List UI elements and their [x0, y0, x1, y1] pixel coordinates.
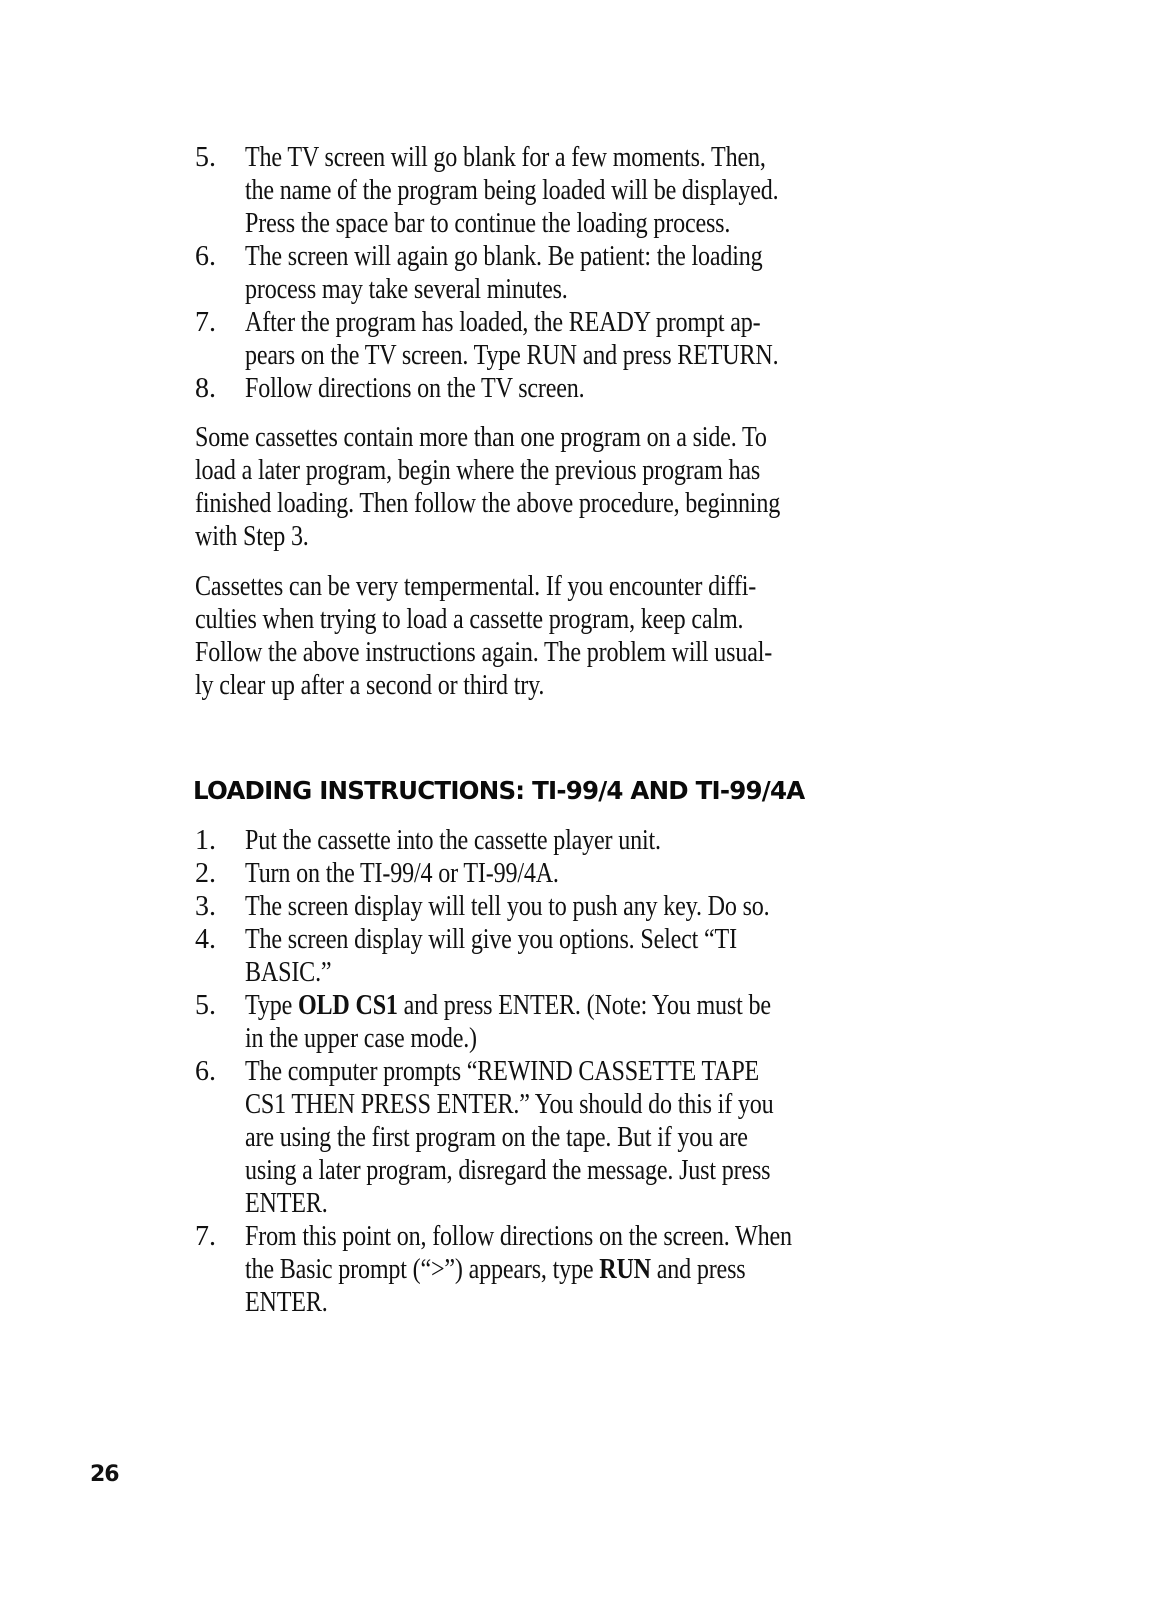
list-item-line: in the upper case mode.)	[245, 1023, 477, 1054]
list-item-line: The screen display will tell you to push any key. Do so.	[245, 891, 770, 922]
list-item-line: Turn on the TI-99/4 or TI-99/4A.	[245, 858, 559, 889]
list-number: 7.	[195, 307, 216, 338]
list-number: 6.	[195, 241, 216, 272]
list-item-line: Put the cassette into the cassette player unit.	[245, 825, 661, 856]
list-number: 4.	[195, 924, 216, 955]
list-item-line: process may take several minutes.	[245, 274, 568, 305]
list-number: 3.	[195, 891, 216, 922]
paragraph-line: with Step 3.	[195, 521, 309, 552]
list-item-line: CS1 THEN PRESS ENTER.” You should do this if you	[245, 1089, 774, 1120]
list-number: 5.	[195, 142, 216, 173]
list-number: 7.	[195, 1221, 216, 1252]
text-run: the Basic prompt (“>”) appears, type	[245, 1254, 600, 1285]
list-item-line: The screen will again go blank. Be patient: the loading	[245, 241, 763, 272]
list-item-line: using a later program, disregard the message. Just press	[245, 1155, 771, 1186]
list-item-line	[245, 1253, 745, 1286]
list-item-line: ENTER.	[245, 1287, 328, 1318]
paragraph-line: culties when trying to load a cassette program, keep calm.	[195, 604, 744, 635]
list-number: 8.	[195, 373, 216, 404]
list-number: 5.	[195, 990, 216, 1021]
command-text: RUN	[599, 1254, 651, 1285]
list-item-line: pears on the TV screen. Type RUN and press RETURN.	[245, 340, 779, 371]
list-item-line: ENTER.	[245, 1188, 328, 1219]
text-run: and press ENTER. (Note: You must be	[397, 990, 771, 1021]
list-item-line: The TV screen will go blank for a few moments. Then,	[245, 142, 766, 173]
paragraph-line: finished loading. Then follow the above procedure, beginning	[195, 488, 781, 519]
section-heading: LOADING INSTRUCTIONS: TI-99/4 AND TI-99/4A	[193, 776, 805, 805]
list-item-line	[245, 989, 771, 1022]
list-item-line: Follow directions on the TV screen.	[245, 373, 585, 404]
paragraph-line: load a later program, begin where the previous program has	[195, 455, 761, 486]
paragraph-line: ly clear up after a second or third try.	[195, 670, 545, 701]
list-item-line: BASIC.”	[245, 957, 332, 988]
command-text: OLD CS1	[297, 990, 398, 1021]
list-item-line: Press the space bar to continue the loading process.	[245, 208, 731, 239]
paragraph-line: Some cassettes contain more than one program on a side. To	[195, 422, 767, 453]
list-item-line: are using the first program on the tape. But if you are	[245, 1122, 748, 1153]
list-item-line: The screen display will give you options. Select “TI	[245, 924, 737, 955]
list-number: 1.	[195, 825, 216, 856]
text-run: Type	[245, 990, 298, 1021]
paragraph-line: Cassettes can be very tempermental. If you encounter diffi-	[195, 571, 757, 602]
page-number: 26	[90, 1462, 119, 1487]
paragraph-line: Follow the above instructions again. The problem will usual-	[195, 637, 773, 668]
list-item-line: The computer prompts “REWIND CASSETTE TAPE	[245, 1056, 760, 1087]
list-item-line: From this point on, follow directions on the screen. When	[245, 1221, 792, 1252]
list-number: 6.	[195, 1056, 216, 1087]
list-number: 2.	[195, 858, 216, 889]
list-item-line: the name of the program being loaded will be displayed.	[245, 175, 779, 206]
list-item-line: After the program has loaded, the READY prompt ap-	[245, 307, 761, 338]
text-run: and press	[650, 1254, 746, 1285]
